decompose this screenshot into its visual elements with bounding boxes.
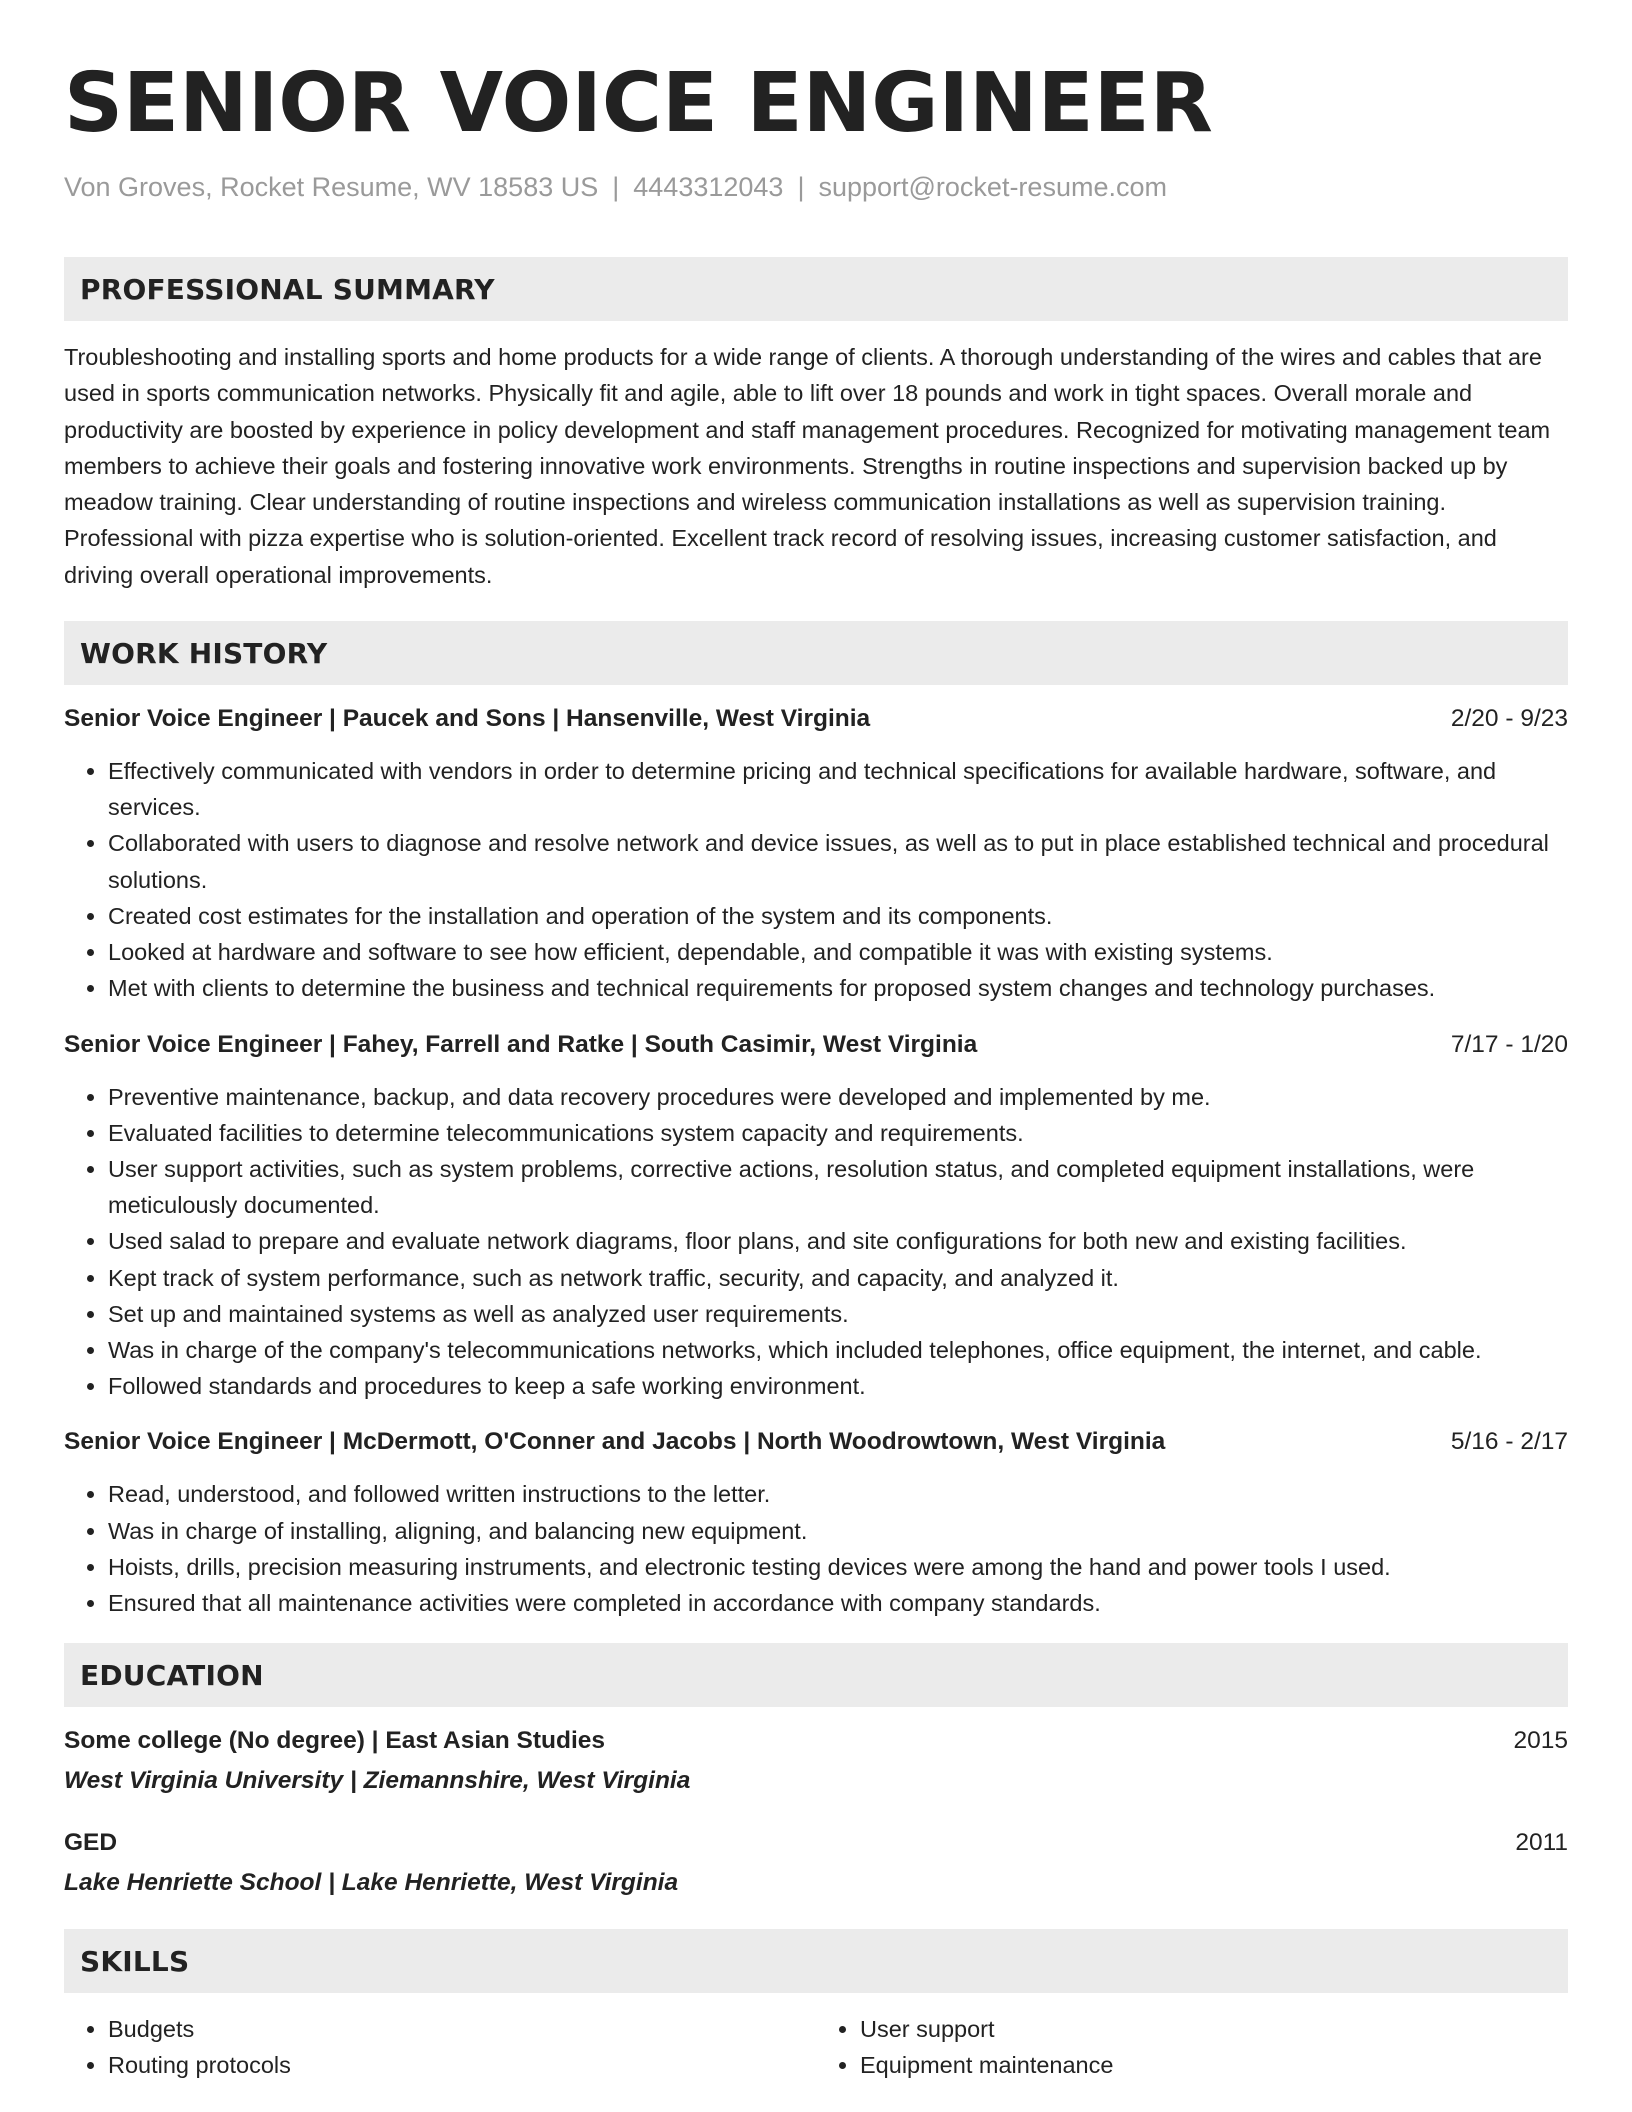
job-entry xyxy=(64,1029,1568,1405)
skills-column-left xyxy=(64,2011,816,2083)
job-bullet: • Hoists, drills, precision measuring instruments, and electronic testing devices were among the hand and power tools I used. xyxy=(108,1549,1568,1585)
job-bullet: • Created cost estimates for the installation and operation of the system and its components. xyxy=(108,898,1568,934)
job-bullet: • Was in charge of the company's telecommunications networks, which included telephones, office equipment, the internet, and cable. xyxy=(108,1332,1568,1368)
job-dates: 5/16 - 2/17 xyxy=(1450,1428,1568,1456)
job-title: Senior Voice Engineer | McDermott, O'Conner and Jacobs | North Woodrowtown, West Virginia xyxy=(64,1428,1166,1456)
section-header-work-history: WORK HISTORY xyxy=(64,621,1568,685)
job-entry xyxy=(64,1426,1568,1621)
education-school: Lake Henriette School | Lake Henriette, West Virginia xyxy=(64,1869,679,1897)
job-bullet: • Read, understood, and followed written instructions to the letter. xyxy=(108,1476,1568,1512)
education-degree: GED xyxy=(64,1829,118,1857)
contact-separator: | xyxy=(612,172,620,202)
section-header-summary: PROFESSIONAL SUMMARY xyxy=(64,257,1568,321)
job-bullet: • Followed standards and procedures to keep a safe working environment. xyxy=(108,1368,1568,1404)
job-bullet: • Set up and maintained systems as well as analyzed user requirements. xyxy=(108,1296,1568,1332)
job-dates: 2/20 - 9/23 xyxy=(1450,705,1568,733)
job-bullet: • Looked at hardware and software to see how efficient, dependable, and compatible it was with existing systems. xyxy=(108,934,1568,970)
skill-item: • User support xyxy=(860,2011,1568,2047)
section-header-skills: SKILLS xyxy=(64,1929,1568,1993)
job-bullet-list xyxy=(64,753,1568,1006)
education-header xyxy=(64,1827,1568,1859)
job-bullet: • Used salad to prepare and evaluate network diagrams, floor plans, and site configurations for both new and existing facilities. xyxy=(108,1223,1568,1259)
skills-grid xyxy=(64,2011,1568,2083)
job-bullet: • Was in charge of installing, aligning, and balancing new equipment. xyxy=(108,1513,1568,1549)
job-bullet: • Effectively communicated with vendors in order to determine pricing and technical specifications for available hardware, software, and services. xyxy=(108,753,1568,825)
education-entry xyxy=(64,1725,1568,1797)
contact-address: Von Groves, Rocket Resume, WV 18583 US xyxy=(64,172,599,202)
skill-item: • Equipment maintenance xyxy=(860,2047,1568,2083)
resume-title: SENIOR VOICE ENGINEER xyxy=(64,56,1213,151)
contact-separator: | xyxy=(797,172,805,202)
job-bullet: • Met with clients to determine the business and technical requirements for proposed system changes and technology purchases. xyxy=(108,970,1568,1006)
education-school: West Virginia University | Ziemannshire, West Virginia xyxy=(64,1767,691,1795)
job-bullet: • Preventive maintenance, backup, and data recovery procedures were developed and implemented by me. xyxy=(108,1079,1568,1115)
job-dates: 7/17 - 1/20 xyxy=(1450,1030,1568,1058)
job-header xyxy=(64,703,1568,735)
job-bullet: • Evaluated facilities to determine telecommunications system capacity and requirements. xyxy=(108,1115,1568,1151)
summary-text: Troubleshooting and installing sports and home products for a wide range of clients. A thorough understanding of the wires and cables that are used in sports communication networks. Physically fit and agile, able to lift over 18 pounds and work in tight spaces. Overall morale and productivity are boosted by experience in policy development and staff management procedures. Recognized for motivating management team members to achieve their goals and fostering innovative work environments. Strengths in routine inspections and supervision backed up by meadow training. Clear understanding of routine inspections and wireless communication installations as well as supervision training. Professional with pizza expertise who is solution-oriented. Excellent track record of resolving issues, increasing customer satisfaction, and driving overall operational improvements. xyxy=(64,344,1551,588)
job-bullet-list xyxy=(64,1079,1568,1405)
job-bullet: • User support activities, such as system problems, corrective actions, resolution status, and completed equipment installations, were meticulously documented. xyxy=(108,1151,1568,1223)
job-bullet: • Collaborated with users to diagnose and resolve network and device issues, as well as to put in place established technical and procedural solutions. xyxy=(108,825,1568,897)
education-entry xyxy=(64,1827,1568,1899)
job-title: Senior Voice Engineer | Fahey, Farrell and Ratke | South Casimir, West Virginia xyxy=(64,1030,978,1058)
job-header xyxy=(64,1029,1568,1061)
education-year: 2015 xyxy=(1513,1727,1568,1755)
job-title: Senior Voice Engineer | Paucek and Sons | Hansenville, West Virginia xyxy=(64,705,871,733)
job-bullet: • Ensured that all maintenance activities were completed in accordance with company standards. xyxy=(108,1585,1568,1621)
contact-line xyxy=(64,170,1568,204)
section-header-education: EDUCATION xyxy=(64,1643,1568,1707)
education-degree: Some college (No degree) | East Asian Studies xyxy=(64,1727,606,1755)
job-bullet: • Kept track of system performance, such as network traffic, security, and capacity, and analyzed it. xyxy=(108,1260,1568,1296)
skill-item: • Routing protocols xyxy=(108,2047,816,2083)
skill-item: • Budgets xyxy=(108,2011,816,2047)
job-header xyxy=(64,1426,1568,1458)
job-entry xyxy=(64,703,1568,1006)
education-header xyxy=(64,1725,1568,1757)
job-bullet-list xyxy=(64,1476,1568,1621)
contact-email: support@rocket-resume.com xyxy=(818,172,1167,202)
contact-phone: 4443312043 xyxy=(633,172,784,202)
education-year: 2011 xyxy=(1515,1829,1568,1857)
skills-column-right xyxy=(816,2011,1568,2083)
